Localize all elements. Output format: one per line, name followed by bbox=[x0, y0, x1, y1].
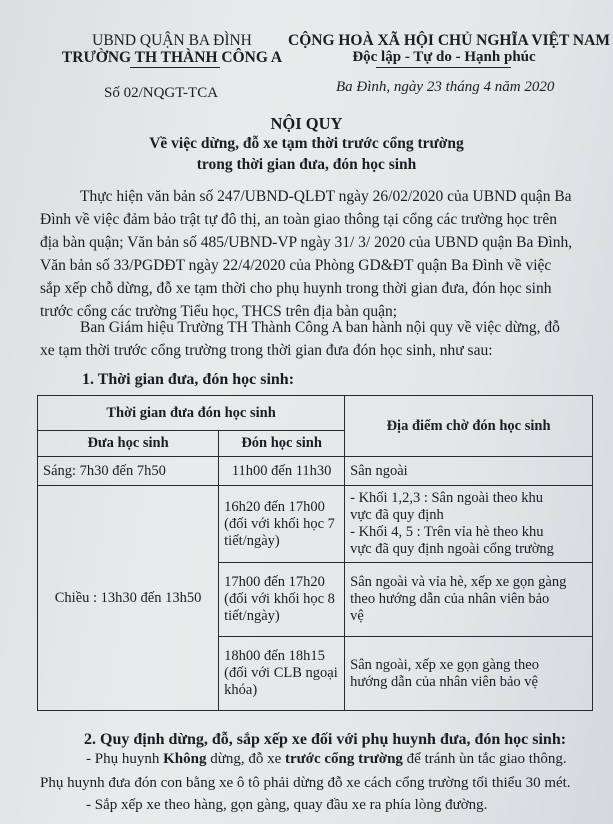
paragraph-2-line: xe tạm thời trước cổng trường trong thời gian đưa đón học sinh, như sau: bbox=[40, 342, 493, 359]
cell-line: tiết/ngày) bbox=[224, 532, 280, 549]
afternoon-pick bbox=[219, 486, 345, 563]
doc-number: Số 02/NQGT-TCA bbox=[104, 85, 219, 101]
rule-1 bbox=[86, 751, 567, 768]
nation-line-1: CỘNG HOÀ XÃ HỘI CHỦ NGHĨA VIỆT NAM bbox=[288, 32, 610, 49]
cell-line: Sân ngoài, xếp xe gọn gàng theo bbox=[350, 656, 539, 673]
rule-1-text: - Phụ huynh bbox=[86, 751, 164, 767]
morning-pick: 11h00 đến 11h30 bbox=[219, 457, 345, 486]
org-underline bbox=[130, 67, 220, 68]
rule-1-emphasis: Không bbox=[163, 751, 207, 767]
afternoon-place bbox=[345, 637, 593, 711]
morning-drop: Sáng: 7h30 đến 7h50 bbox=[38, 457, 219, 486]
cell-line: Sân ngoài và vỉa hè, xếp xe gọn gàng bbox=[350, 574, 567, 590]
section-1-heading: 1. Thời gian đưa, đón học sinh: bbox=[82, 371, 295, 388]
rule-1-continuation: Phụ huynh đưa đón con bằng xe ô tô phải dừng đỗ xe cách cổng trường tối thiểu 30 mét. bbox=[40, 775, 571, 791]
cell-line: vực đã quy định ngoài cổng trường bbox=[350, 541, 554, 557]
cell-line: tiết/ngày) bbox=[224, 608, 280, 624]
cell-line: 16h20 đến 17h00 bbox=[224, 498, 325, 515]
cell-line: 18h00 đến 18h15 bbox=[224, 648, 325, 664]
paragraph-1-line: Đình về việc đảm bảo trật tự đô thị, an toàn giao thông tại cổng các trường học trên bbox=[40, 211, 557, 228]
rule-1-text: dừng, đỗ xe bbox=[206, 751, 285, 767]
rule-2: - Sắp xếp xe theo hàng, gọn gàng, quay đầu xe ra phía lòng đường. bbox=[86, 797, 488, 813]
nation-line-2: Độc lập - Tự do - Hạnh phúc bbox=[352, 49, 536, 65]
afternoon-drop: Chiều : 13h30 đến 13h50 bbox=[38, 486, 219, 711]
doc-subtitle-1: Về việc dừng, đỗ xe tạm thời trước cổng trường bbox=[149, 135, 464, 152]
cell-line: (đối với CLB ngoại bbox=[224, 665, 338, 681]
cell-line: khóa) bbox=[224, 682, 258, 698]
cell-line: theo hướng dẫn của nhân viên bảo bbox=[350, 591, 550, 607]
cell-line: 17h00 đến 17h20 bbox=[224, 574, 325, 590]
rule-1-text: để tránh ùn tắc giao thông. bbox=[402, 751, 567, 767]
header-time: Thời gian đưa đón học sinh bbox=[38, 396, 345, 431]
paragraph-1-line: địa bàn quận; Văn bản số 485/UBND-VP ngày 31/ 3/ 2020 của UBND quận Ba Đình, bbox=[40, 234, 573, 251]
paragraph-1-line: sắp xếp chỗ dừng, đỗ xe tạm thời cho phụ huynh trong thời gian đưa, đón học sinh bbox=[40, 280, 552, 297]
afternoon-pick bbox=[219, 637, 345, 711]
section-2-heading: 2. Quy định dừng, đỗ, sắp xếp xe đối với phụ huynh đưa, đón học sinh: bbox=[84, 731, 567, 748]
cell-line: vực đã quy định bbox=[350, 507, 444, 523]
afternoon-pick bbox=[219, 563, 345, 637]
cell-line: - Khối 4, 5 : Trên vỉa hè theo khu bbox=[350, 524, 544, 540]
cell-line: (đối với khối học 8 bbox=[224, 591, 335, 607]
org-line-1: UBND QUẬN BA ĐÌNH bbox=[92, 32, 252, 49]
table-row bbox=[38, 457, 593, 486]
doc-date: Ba Đình, ngày 23 tháng 4 năm 2020 bbox=[336, 79, 555, 95]
doc-title: NỘI QUY bbox=[270, 114, 343, 133]
nation-underline bbox=[376, 67, 511, 68]
paragraph-1 bbox=[40, 185, 590, 323]
table-header-row bbox=[38, 396, 593, 431]
table-row bbox=[38, 486, 593, 563]
header-pick: Đón học sinh bbox=[219, 431, 345, 457]
morning-place: Sân ngoài bbox=[345, 457, 593, 486]
schedule-table bbox=[37, 395, 593, 711]
cell-line: (đối với khối học 7 bbox=[224, 515, 335, 532]
cell-line: hướng dẫn của nhân viên bảo vệ bbox=[350, 673, 538, 690]
org-line-2: TRƯỜNG TH THÀNH CÔNG A bbox=[61, 49, 283, 66]
paragraph-1-line: trước cổng các trường Tiểu học, THCS trên địa bàn quận; bbox=[40, 303, 398, 320]
header-place: Địa điểm chờ đón học sinh bbox=[345, 396, 593, 457]
header-drop: Đưa học sinh bbox=[38, 431, 219, 457]
paragraph-2 bbox=[40, 316, 590, 362]
paragraph-1-line: Thực hiện văn bản số 247/UBND-QLĐT ngày 26/02/2020 của UBND quận Ba bbox=[80, 188, 572, 205]
cell-line: vệ bbox=[350, 608, 364, 624]
rule-1-emphasis: trước cổng trường bbox=[285, 751, 403, 767]
paragraph-1-line: Văn bản số 33/PGDĐT ngày 22/4/2020 của Phòng GD&ĐT quận Ba Đình về việc bbox=[40, 257, 552, 274]
afternoon-place bbox=[345, 563, 593, 637]
paragraph-2-line: Ban Giám hiệu Trường TH Thành Công A ban hành nội quy về việc dừng, đỗ bbox=[80, 319, 560, 336]
afternoon-place bbox=[345, 486, 593, 563]
doc-subtitle-2: trong thời gian đưa, đón học sinh bbox=[196, 156, 417, 173]
cell-line: - Khối 1,2,3 : Sân ngoài theo khu bbox=[350, 490, 544, 506]
